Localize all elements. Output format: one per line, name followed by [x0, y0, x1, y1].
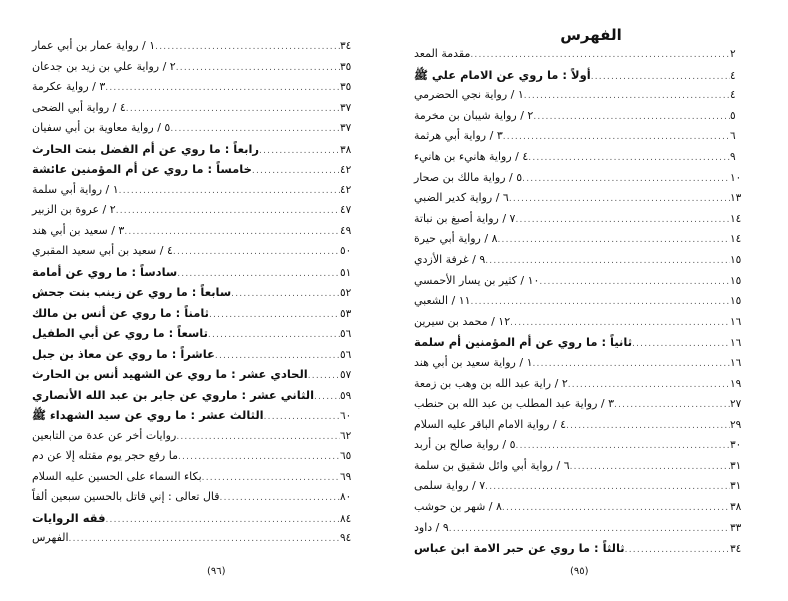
toc-entry [26, 426, 366, 447]
toc-entry [408, 476, 756, 497]
dot-leader [470, 45, 730, 66]
dot-leader [69, 529, 340, 550]
toc-entry [26, 467, 366, 488]
toc-entry-label: ٣ / رواية أبي هرثمة [414, 129, 503, 143]
dot-leader [471, 292, 730, 313]
toc-entry-page-number: ٦ [730, 130, 736, 143]
toc-entry-label: ٥ / رواية صالح بن أربد [414, 438, 516, 452]
toc-entry-label: ثامناً : ما روي عن أنس بن مالك [32, 305, 209, 320]
toc-entry [26, 118, 366, 139]
toc-list-left [26, 36, 366, 549]
dot-leader [105, 510, 340, 531]
toc-entry-page-number: ٣١ [730, 480, 742, 493]
toc-entry-page-number: ١٣ [730, 192, 742, 205]
dot-leader [533, 107, 730, 128]
toc-entry-label: ٦ / رواية كدير الضبي [414, 191, 509, 205]
toc-entry [408, 65, 756, 86]
toc-entry-label: ثالثاً : ما روي عن حبر الامة ابن عباس [414, 541, 625, 556]
toc-entry [26, 344, 366, 365]
toc-entry-label: ٤ / رواية هانيء بن هانيء [414, 149, 529, 163]
dot-leader [124, 222, 340, 243]
toc-entry-label: بكاء السماء على الحسين عليه السلام [32, 469, 202, 483]
toc-entry [26, 303, 366, 324]
dot-leader [522, 169, 730, 190]
toc-entry-page-number: ١٦ [730, 315, 742, 328]
toc-entry-label: قال تعالى : إني قاتل بالحسين سبعين ألفاً [32, 490, 220, 503]
toc-entry [26, 139, 366, 160]
toc-entry [408, 250, 756, 271]
toc-entry [26, 446, 366, 467]
toc-entry-page-number: ٣٧ [340, 101, 352, 114]
toc-entry-label: ٨ / رواية أبي حيرة [414, 232, 498, 246]
toc-entry-label: الحادي عشر : ما روي عن الشهيد أنس بن الحارث [32, 367, 308, 381]
toc-entry-page-number: ٣٨ [340, 143, 352, 156]
toc-entry-label: ٨ / شهر بن حوشب [414, 500, 502, 514]
toc-entry [408, 312, 756, 333]
toc-entry [26, 405, 366, 426]
toc-entry [408, 538, 756, 559]
toc-entry-label: ١ / رواية أبي سلمة [32, 182, 119, 196]
toc-entry [408, 394, 756, 415]
toc-entry [26, 262, 366, 283]
toc-entry-label: ١ / رواية نجي الحضرمي [414, 88, 524, 102]
dot-leader [170, 119, 340, 140]
toc-entry-page-number: ٥٩ [340, 389, 352, 402]
toc-entry [408, 44, 756, 65]
toc-entry-page-number: ٥١ [340, 266, 352, 279]
toc-entry-page-number: ١٤ [730, 233, 742, 246]
toc-entry-page-number: ٥٢ [340, 287, 352, 299]
toc-entry-page-number: ٤٢ [340, 164, 352, 176]
toc-entry [408, 332, 756, 353]
toc-entry [26, 487, 366, 508]
toc-entry-label: عاشراً : ما روي عن معاذ بن جبل [32, 346, 215, 361]
toc-entry-page-number: ١٤ [730, 212, 742, 225]
page-number-right: (٩٥) [570, 566, 589, 577]
dot-leader [252, 161, 340, 182]
toc-entry [408, 456, 756, 477]
toc-entry [408, 106, 756, 127]
toc-entry-page-number: ٤٢ [340, 183, 352, 196]
dot-leader [516, 436, 730, 457]
toc-entry [26, 385, 366, 406]
dot-leader [485, 251, 730, 272]
dot-leader [208, 325, 340, 346]
dot-leader [119, 181, 340, 202]
toc-entry [26, 159, 366, 180]
dot-leader [177, 264, 340, 285]
toc-entry-label: الثالث عشر : ما روي عن سيد الشهداء ﷺ [32, 408, 264, 422]
toc-entry [408, 168, 756, 189]
dot-leader [176, 427, 340, 448]
toc-entry-label: ٢ / راية عبد الله بن وهب بن زمعة [414, 376, 568, 390]
toc-entry [408, 188, 756, 209]
toc-entry [26, 98, 366, 119]
dot-leader [259, 141, 340, 162]
dot-leader [485, 477, 730, 498]
toc-entry [26, 77, 366, 98]
toc-entry [408, 147, 756, 168]
toc-entry-label: ٩ / داود [414, 520, 449, 534]
dot-leader [308, 366, 340, 387]
toc-entry [408, 353, 756, 374]
toc-entry-page-number: ٤٧ [340, 204, 352, 216]
dot-leader [524, 86, 730, 107]
toc-entry-page-number: ٩ [730, 150, 736, 163]
toc-entry-label: ما رفع حجر يوم مقتله إلا عن دم [32, 449, 178, 462]
dot-leader [231, 284, 340, 305]
toc-entry [26, 241, 366, 262]
toc-entry-label: مقدمة المعد [414, 47, 471, 60]
toc-entry-page-number: ٥٠ [340, 245, 352, 257]
toc-entry-page-number: ٦٠ [340, 410, 352, 422]
dot-leader [105, 78, 340, 99]
toc-entry-label: ثانياً : ما روي عن أم المؤمنين أم سلمة [414, 335, 633, 350]
toc-entry [26, 36, 366, 57]
toc-entry-label: روايات أخر عن عدة من التابعين [32, 428, 177, 442]
toc-entry [26, 364, 366, 385]
toc-entry-page-number: ٢ [730, 48, 736, 60]
toc-entry-label: الثاني عشر : ماروي عن جابر بن عبد الله الأنصاري [32, 387, 315, 402]
dot-leader [528, 148, 730, 169]
dot-leader [539, 272, 730, 293]
toc-entry-label: سادساً : ما روي عن أمامة [32, 264, 178, 279]
toc-entry [408, 271, 756, 292]
dot-leader [568, 375, 730, 396]
toc-entry [26, 57, 366, 78]
toc-entry [26, 221, 366, 242]
toc-entry-label: ٤ / رواية الامام الباقر عليه السلام [414, 417, 567, 431]
toc-entry [26, 323, 366, 344]
dot-leader [220, 488, 340, 509]
dot-leader [632, 334, 730, 355]
toc-entry-label: ١ / رواية سعيد بن أبي هند [414, 355, 533, 369]
dot-leader [566, 416, 730, 437]
toc-entry-label: ٣ / رواية عبد المطلب بن عبد الله بن حنطب [414, 397, 615, 411]
toc-entry [408, 229, 756, 250]
dot-leader [155, 37, 340, 58]
toc-entry-label: ٢ / رواية علي بن زيد بن جدعان [32, 59, 176, 73]
toc-entry-page-number: ١٥ [730, 253, 742, 266]
toc-entry-page-number: ٥ [730, 109, 736, 122]
dot-leader [178, 447, 340, 468]
toc-entry-label: ٩ / غرفة الأزدي [414, 252, 486, 266]
toc-entry-label: سابعاً : ما روي عن زينب بنت جحش [32, 285, 232, 299]
dot-leader [116, 201, 340, 222]
toc-entry-page-number: ١٦ [730, 337, 742, 350]
dot-leader [614, 395, 730, 416]
toc-entry-page-number: ٦٩ [340, 470, 352, 483]
dot-leader [532, 354, 730, 375]
toc-entry-label: ٤ / سعيد بن أبي سعيد المقبري [32, 244, 173, 257]
toc-entry-label: رابعاً : ما روي عن أم الفضل بنت الحارث [32, 141, 260, 156]
toc-entry-page-number: ٥٧ [340, 369, 352, 381]
toc-entry-page-number: ١٥ [730, 274, 742, 287]
toc-entry [26, 200, 366, 221]
page-number-left: (٩٦) [207, 566, 226, 577]
dot-leader [215, 346, 340, 367]
toc-entry-page-number: ٢٧ [730, 398, 742, 411]
toc-entry-page-number: ٣٧ [340, 122, 352, 134]
toc-entry-page-number: ٣٨ [730, 501, 742, 514]
toc-entry-page-number: ١٠ [730, 171, 742, 184]
dot-leader [498, 230, 731, 251]
toc-entry-label: ٤ / رواية أبي الضحى [32, 100, 126, 114]
dot-leader [570, 457, 730, 478]
toc-entry-page-number: ٩٤ [340, 532, 352, 544]
toc-entry [408, 291, 756, 312]
toc-entry [408, 497, 756, 518]
toc-entry [408, 374, 756, 395]
dot-leader [509, 189, 730, 210]
toc-entry-label: ٦ / رواية أبي وائل شقيق بن سلمة [414, 458, 570, 472]
toc-entry-page-number: ٥٦ [340, 348, 352, 361]
dot-leader [502, 498, 730, 519]
dot-leader [264, 407, 340, 428]
toc-entry-page-number: ٦٢ [340, 429, 352, 442]
toc-entry-page-number: ٥٦ [340, 328, 352, 340]
toc-entry-label: ٧ / رواية أصبغ بن نباتة [414, 211, 516, 225]
dot-leader [126, 99, 340, 120]
toc-entry-page-number: ٣٤ [730, 543, 742, 556]
toc-entry-page-number: ٨٠ [340, 491, 352, 503]
toc-entry-label: ١٠ / كثير بن يسار الأحمسي [414, 273, 540, 287]
dot-leader [202, 468, 340, 489]
toc-entry-page-number: ٤٩ [340, 224, 352, 237]
toc-entry [26, 508, 366, 529]
right-page [394, 0, 788, 601]
toc-entry-label: ١ / رواية عمار بن أبي عمار [32, 39, 156, 52]
toc-entry-page-number: ٤ [730, 89, 736, 102]
dot-leader [173, 242, 340, 263]
toc-entry-page-number: ٤ [730, 69, 736, 82]
toc-list-right [408, 44, 756, 559]
toc-entry [26, 528, 366, 549]
toc-entry-page-number: ٥٣ [340, 307, 352, 320]
toc-entry [26, 180, 366, 201]
toc-entry-label: فقه الروايات [32, 510, 106, 525]
dot-leader [625, 540, 730, 561]
dot-leader [515, 210, 730, 231]
dot-leader [510, 313, 730, 334]
toc-entry [408, 126, 756, 147]
toc-entry [408, 518, 756, 539]
toc-entry-label: تاسعاً : ما روي عن أبي الطفيل [32, 326, 208, 340]
toc-entry-label: ١٢ / محمد بن سيرين [414, 314, 511, 328]
toc-entry-label: ٢ / عروة بن الزبير [32, 203, 116, 216]
toc-entry-page-number: ٣٣ [730, 521, 742, 534]
toc-entry-page-number: ١٥ [730, 295, 742, 308]
toc-entry-page-number: ١٦ [730, 356, 742, 369]
dot-leader [314, 387, 340, 408]
toc-entry-label: ٥ / رواية مالك بن صحار [414, 170, 523, 184]
dot-leader [591, 67, 730, 88]
toc-entry-label: ١١ / الشعبي [414, 294, 471, 308]
toc-entry-label: خامساً : ما روي عن أم المؤمنين عائشة [32, 162, 252, 176]
toc-entry-label: ٣ / سعيد بن أبي هند [32, 223, 125, 237]
toc-entry-page-number: ٦٥ [340, 450, 352, 462]
dot-leader [176, 58, 340, 79]
index-title: الفهرس [560, 26, 622, 44]
toc-entry [408, 435, 756, 456]
toc-entry-label: الفهرس [32, 531, 69, 544]
toc-entry-page-number: ٣٥ [340, 81, 352, 93]
toc-entry-label: ٢ / رواية شيبان بن مخرمة [414, 108, 534, 122]
toc-entry-page-number: ٣٥ [340, 60, 352, 73]
toc-entry-page-number: ٣٤ [340, 40, 352, 52]
dot-leader [449, 519, 730, 540]
toc-entry [26, 282, 366, 303]
toc-entry [408, 415, 756, 436]
toc-entry-page-number: ٨٤ [340, 512, 352, 525]
toc-entry-label: أولاً : ما روي عن الامام علي ﷺ [414, 67, 591, 82]
toc-entry-page-number: ١٩ [730, 377, 742, 390]
toc-entry-page-number: ٢٩ [730, 418, 742, 431]
toc-entry [408, 85, 756, 106]
toc-entry-label: ٥ / رواية معاوية بن أبي سفيان [32, 121, 171, 134]
toc-entry-label: ٧ / رواية سلمى [414, 479, 486, 493]
toc-entry-page-number: ٣٠ [730, 439, 742, 452]
toc-entry-page-number: ٣١ [730, 459, 742, 472]
dot-leader [503, 127, 730, 148]
dot-leader [209, 305, 340, 326]
toc-entry-label: ٣ / رواية عكرمة [32, 80, 106, 93]
toc-entry [408, 209, 756, 230]
